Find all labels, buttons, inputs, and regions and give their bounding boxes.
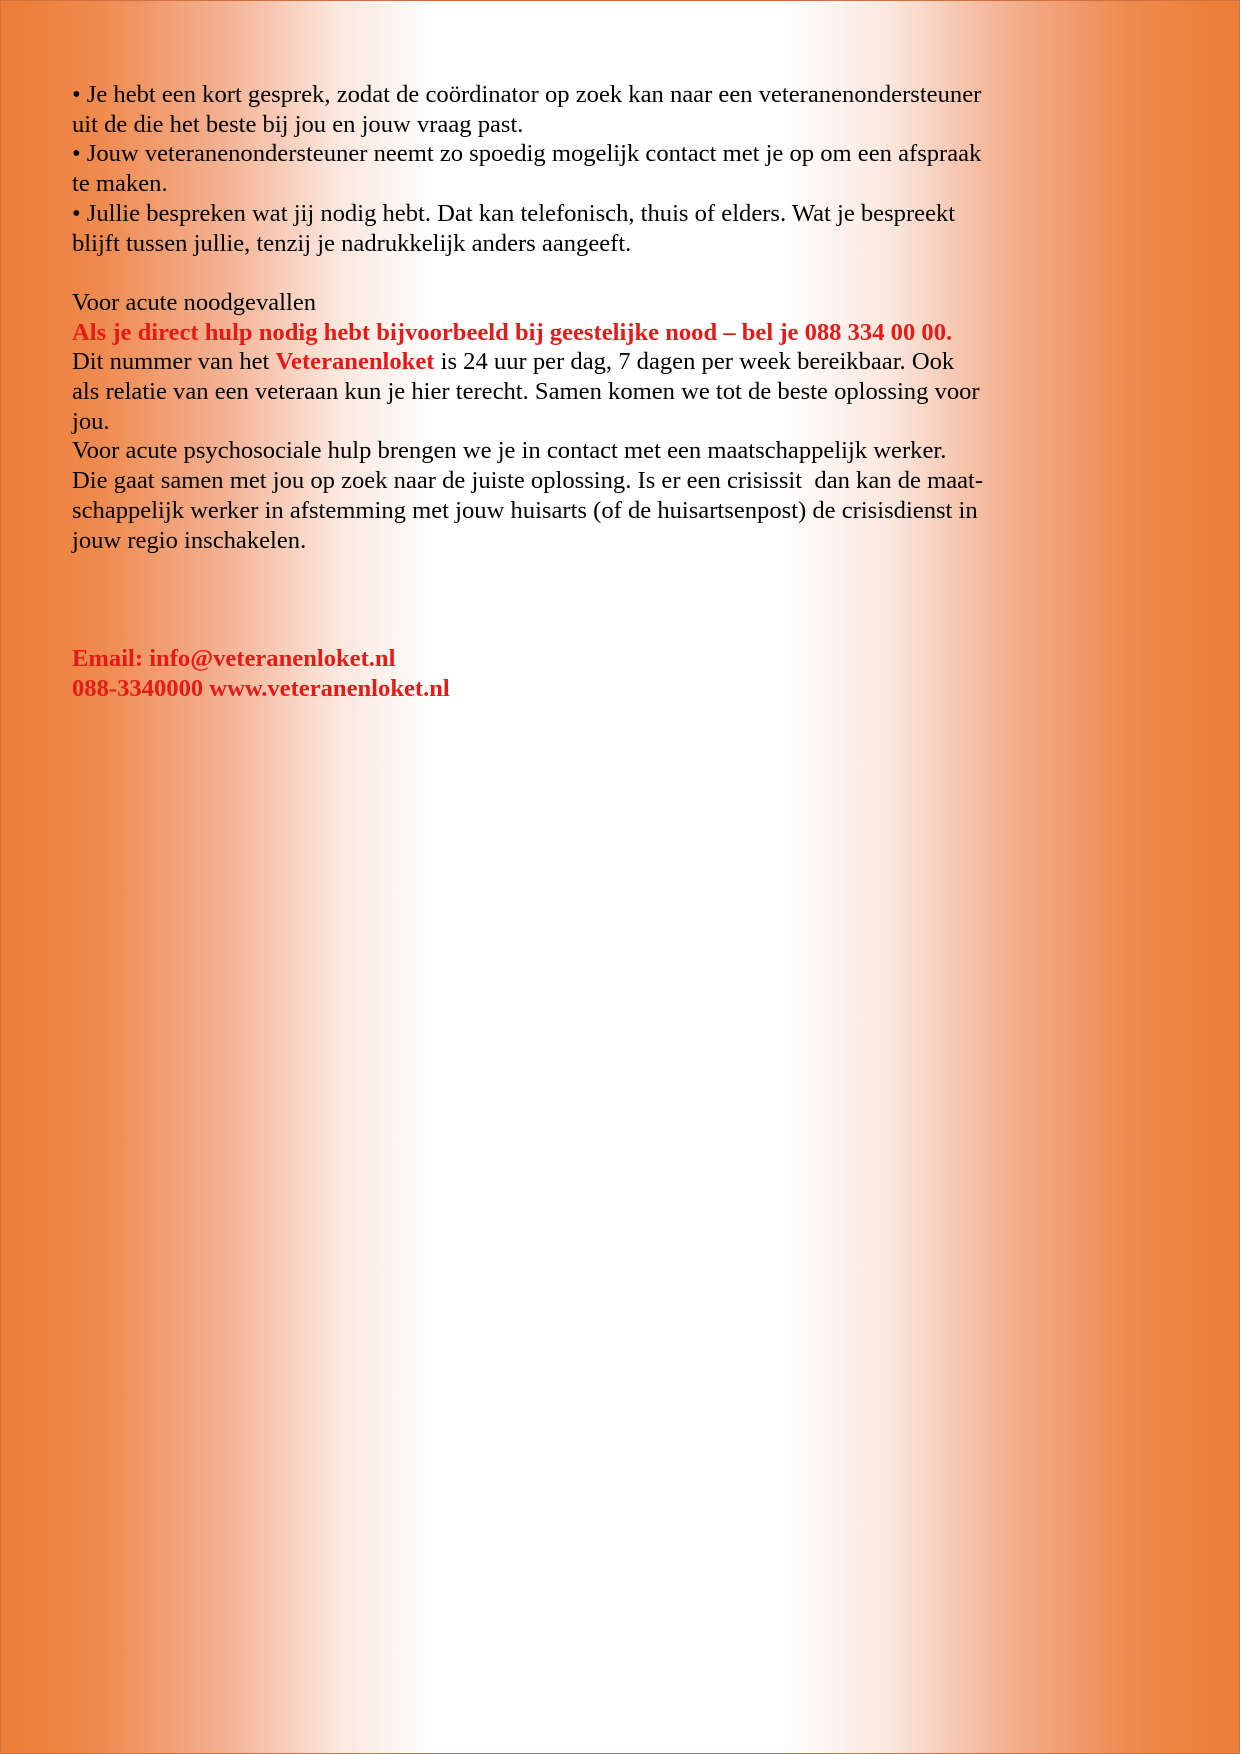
- list-item: • Jouw veteranenondersteuner neemt zo spoedig mogelijk contact met je op om een afspraak te maken.: [72, 140, 982, 198]
- steps-list: [72, 80, 1122, 258]
- veteranenloket-highlight: Veteranenloket: [275, 348, 435, 376]
- phone-website-line[interactable]: 088-3340000 www.veteranenloket.nl: [72, 674, 450, 702]
- main-text: [72, 80, 1122, 704]
- contact-block: [72, 644, 1122, 703]
- emergency-section: [72, 288, 1122, 555]
- list-item: • Je hebt een kort gesprek, zodat de coördinator op zoek kan naar een veteranenondersteuner uit de die het beste bij jou en jouw vraag past.: [72, 81, 982, 138]
- email-line[interactable]: Email: info@veteranenloket.nl: [72, 645, 396, 673]
- emergency-heading: Voor acute noodgevallen: [72, 288, 317, 316]
- emergency-alert: Als je direct hulp nodig hebt bijvoorbeeld bij geestelijke nood – bel je 088 334 00 00.: [72, 318, 953, 346]
- emergency-body: Dit nummer van het Veteranenloket is 24 uur per dag, 7 dagen per week bereikbaar. Ook als relatie van een veteraan kun je hier terecht. Samen komen we tot de beste oplossing voor jou. Voor acute psychosociale hulp brengen we je in contact met een maatschappelijk werker. Die gaat samen met jou op zoek naar de juiste oplossing. Is er een crisissit dan kan de maat- schappelijk werker in afstemming met jouw huisarts (of de huisartsenpost) de crisisdienst in jouw regio inschakelen.: [72, 348, 984, 554]
- list-item: • Jullie bespreken wat jij nodig hebt. Dat kan telefonisch, thuis of elders. Wat je bespreekt blijft tussen jullie, tenzij je nadrukkelijk anders aangeeft.: [72, 199, 956, 257]
